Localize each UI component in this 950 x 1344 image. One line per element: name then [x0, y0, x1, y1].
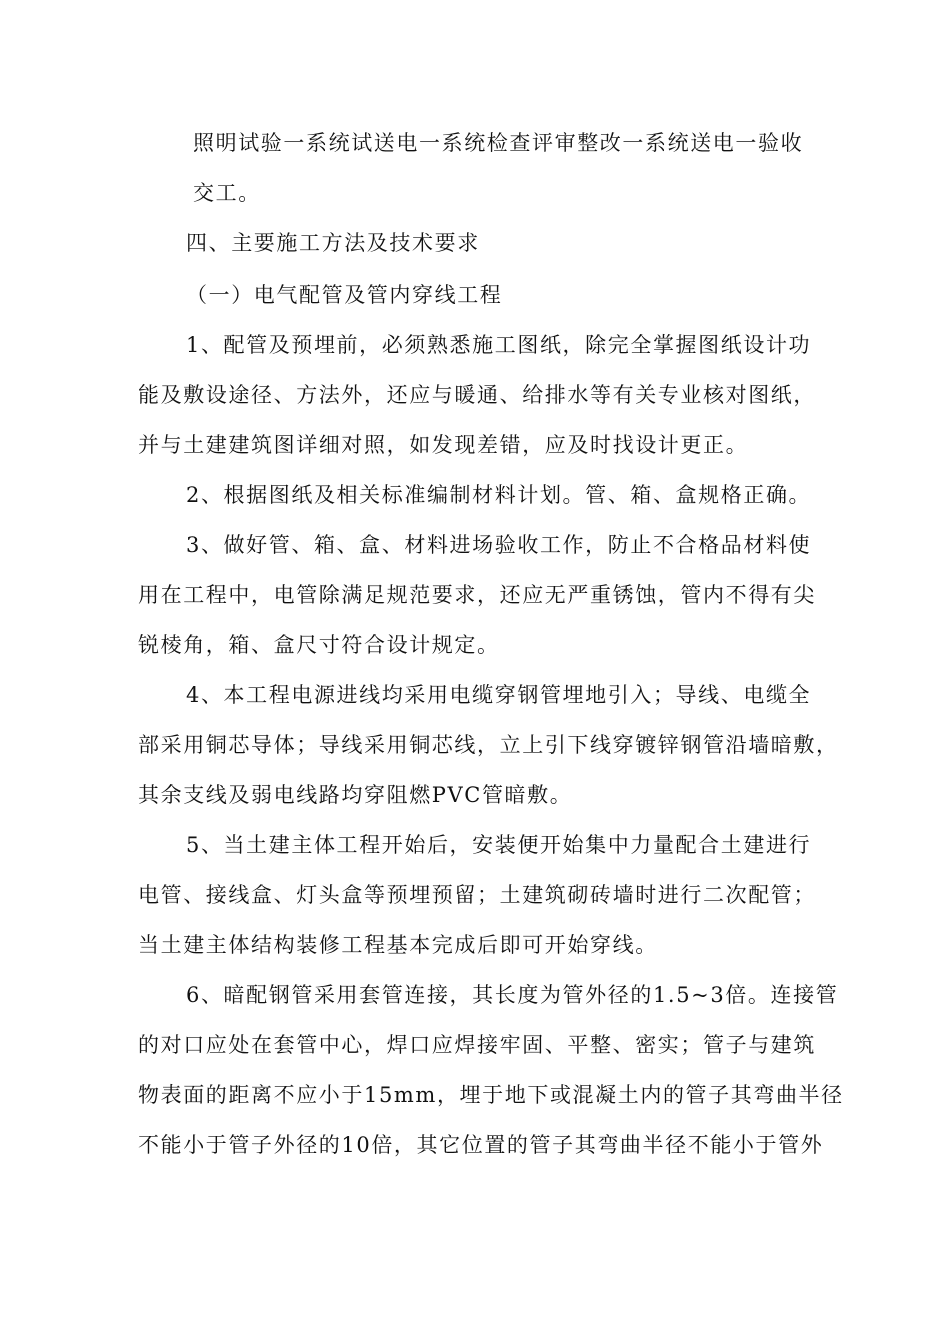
paragraph-line: 锐棱角，箱、盒尺寸符合设计规定。 — [138, 633, 500, 657]
paragraph-line: 的对口应处在套管中心，焊口应焊接牢固、平整、密实；管子与建筑 — [138, 1033, 816, 1057]
paragraph-line: 用在工程中，电管除满足规范要求，还应无严重锈蚀，管内不得有尖 — [138, 583, 816, 607]
paragraph-line: 电管、接线盒、灯头盒等预埋预留；土建筑砌砖墙时进行二次配管； — [138, 883, 816, 907]
paragraph-line: 物表面的距离不应小于15mm，埋于地下或混凝土内的管子其弯曲半径 — [138, 1083, 844, 1107]
paragraph-line: 2、根据图纸及相关标准编制材料计划。管、箱、盒规格正确。 — [186, 483, 812, 507]
section-heading: 四、主要施工方法及技术要求 — [186, 231, 480, 255]
paragraph-line: 1、配管及预埋前，必须熟悉施工图纸，除完全掌握图纸设计功 — [186, 333, 812, 357]
paragraph-line: 4、本工程电源进线均采用电缆穿钢管埋地引入；导线、电缆全 — [186, 683, 812, 707]
text-line: 交工。 — [193, 181, 261, 205]
text-line: 照明试验一系统试送电一系统检查评审整改一系统送电一验收 — [193, 131, 804, 155]
subsection-heading: （一）电气配管及管内穿线工程 — [186, 283, 503, 307]
paragraph-line: 3、做好管、箱、盒、材料进场验收工作，防止不合格品材料使 — [186, 533, 812, 557]
paragraph-line: 部采用铜芯导体；导线采用铜芯线，立上引下线穿镀锌钢管沿墙暗敷， — [138, 733, 839, 757]
paragraph-line: 其余支线及弱电线路均穿阻燃PVC管暗敷。 — [138, 783, 573, 807]
paragraph-line: 当土建主体结构装修工程基本完成后即可开始穿线。 — [138, 933, 658, 957]
paragraph-line: 不能小于管子外径的10倍，其它位置的管子其弯曲半径不能小于管外 — [138, 1133, 824, 1157]
paragraph-line: 能及敷设途径、方法外，还应与暖通、给排水等有关专业核对图纸， — [138, 383, 816, 407]
paragraph-line: 5、当土建主体工程开始后，安装便开始集中力量配合土建进行 — [186, 833, 812, 857]
paragraph-line: 6、暗配钢管采用套管连接，其长度为管外径的1.5~3倍。连接管 — [186, 983, 839, 1007]
paragraph-line: 并与土建建筑图详细对照，如发现差错，应及时找设计更正。 — [138, 433, 749, 457]
